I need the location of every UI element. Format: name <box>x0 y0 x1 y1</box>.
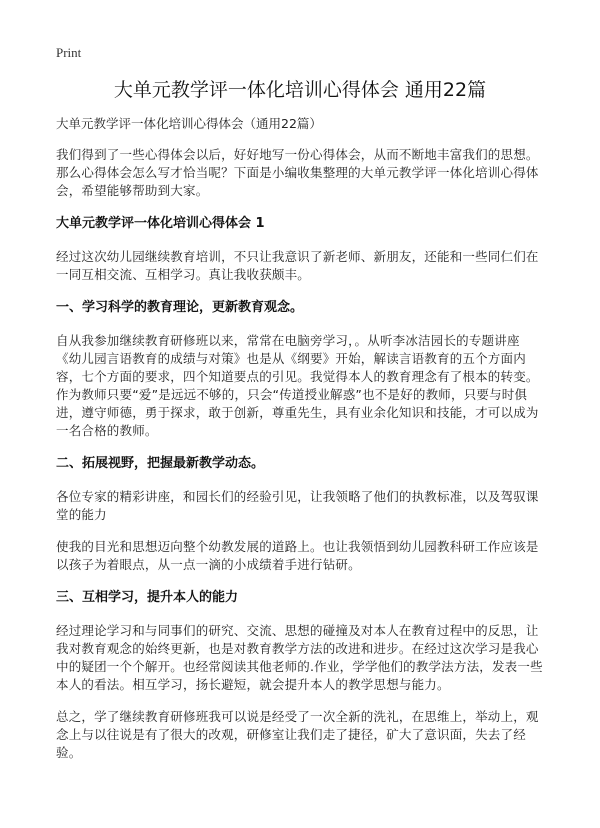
paragraph-1: 经过这次幼儿园继续教育培训，不只让我意识了新老师、新朋友，还能和一些同仁们在一同互相交流、互相学习。真让我收获颇丰。 <box>56 249 539 282</box>
article-heading: 大单元教学评一体化培训心得体会 1 <box>56 216 265 231</box>
section-1-heading: 一、学习科学的教育理论，更新教育观念。 <box>56 300 304 315</box>
section-3-paragraph: 经过理论学习和与同事们的研究、交流、思想的碰撞及对本人在教育过程中的反思，让我对教育观念的始终更新，也是对教育教学方法的改进和进步。在经过这次学习是我心中的疑团一个个解开。也经常阅读其他老师的.作业，学学他们的教学法方法，发表一些本人的看法。相互学习，扬长避短，就会提升本人的教学思想与能力。 <box>56 623 543 692</box>
section-3-heading: 三、互相学习，提升本人的能力 <box>56 590 239 605</box>
conclusion-paragraph: 总之，学了继续教育研修班我可以说是经受了一次全新的洗礼，在思维上，举动上，观念上与以往说是有了很大的改观，研修室让我们走了捷径，矿大了意识面，失去了经验。 <box>56 709 539 760</box>
section-2-paragraph-1: 各位专家的精彩讲座，和园长们的经验引见，让我领略了他们的执教标准，以及驾驭课堂的能力 <box>56 489 539 522</box>
intro-paragraph: 我们得到了一些心得体会以后，好好地写一份心得体会，从而不断地丰富我们的思想。那么心得体会怎么写才恰当呢？下面是小编收集整理的大单元教学评一体化培训心得体会，希望能够帮助到大家。 <box>56 147 539 198</box>
document-subtitle: 大单元教学评一体化培训心得体会（通用22篇） <box>56 116 322 131</box>
section-2-paragraph-2: 使我的目光和思想迈向整个幼教发展的道路上。也让我领悟到幼儿园教科研工作应该是以孩子为着眼点，从一点一滴的小成绩着手进行钻研。 <box>56 539 539 572</box>
document-title: 大单元教学评一体化培训心得体会 通用22篇 <box>113 79 487 101</box>
section-2-heading: 二、拓展视野，把握最新教学动态。 <box>56 456 265 471</box>
section-1-paragraph: 自从我参加继续教育研修班以来，常常在电脑旁学习，。从听李冰洁园长的专题讲座《幼儿园言语教育的成绩与对策》也是从《纲要》开始，解读言语教育的五个方面内容，七个方面的要求，四个知道要点的引见。我觉得本人的教育理念有了根本的转变。作为教师只要“爱”是远远不够的，只会“传道授业解惑”也不是好的教师，只要与时俱进，遵守师德，勇于探求，敢于创新，尊重先生，具有业余化知识和技能，才可以成为一名合格的教师。 <box>56 333 539 438</box>
print-label[interactable]: Print <box>56 45 82 60</box>
